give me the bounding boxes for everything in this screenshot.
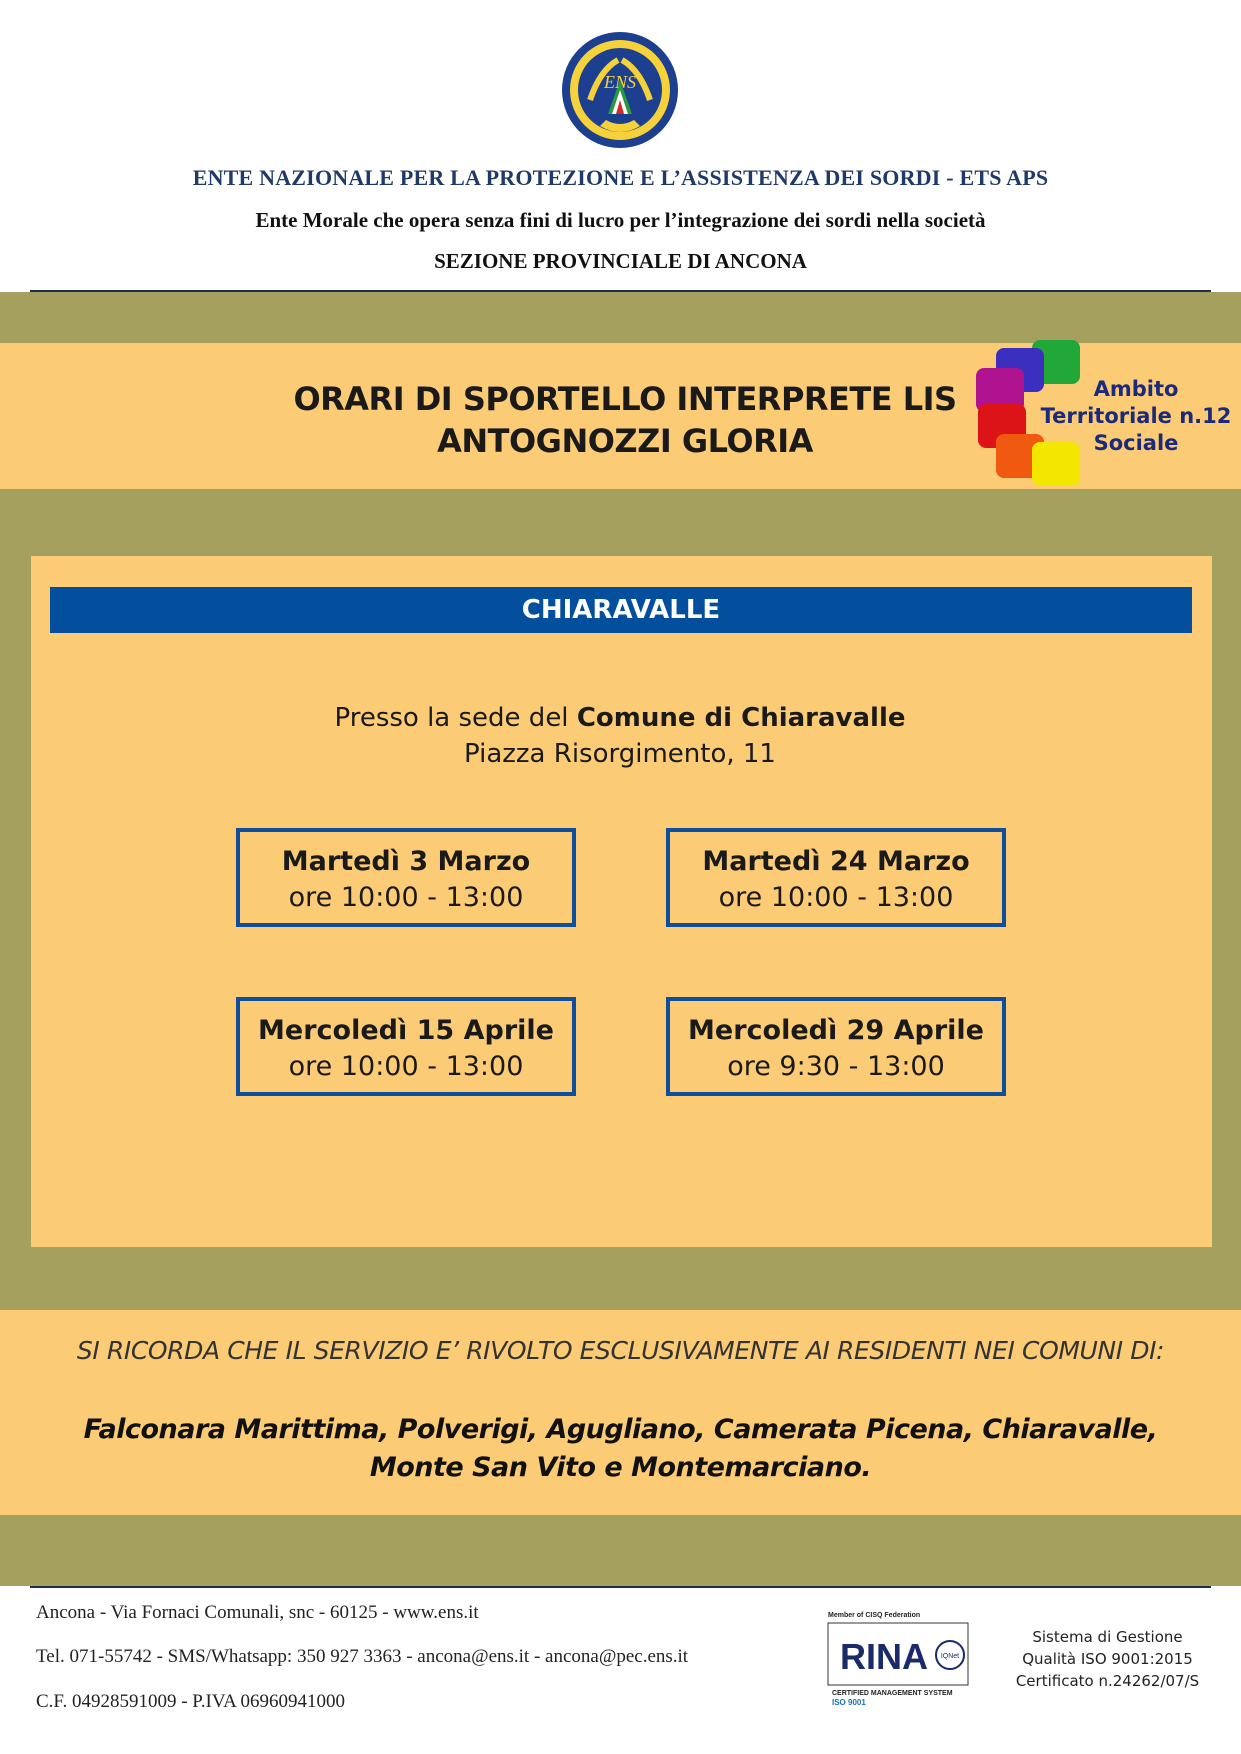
venue-info (200, 700, 1040, 772)
towns-line-1: Falconara Marittima, Polverigi, Agugliano, Camerata Picena, Chiaravalle, (83, 1414, 1158, 1445)
cert-line-1: Sistema di Gestione (1032, 1628, 1183, 1646)
ambito-line-3: Sociale (1093, 431, 1179, 455)
slot-day: Martedì 3 Marzo (281, 846, 531, 877)
venue-name: Comune di Chiaravalle (576, 703, 906, 733)
cert-line-3: Certificato n.24262/07/S (1015, 1672, 1200, 1690)
slot-hours: ore 10:00 - 13:00 (288, 882, 524, 913)
towns-line-2: Monte San Vito e Montemarciano. (369, 1452, 872, 1483)
org-name: ENTE NAZIONALE PER LA PROTEZIONE E L’ASSISTENZA DEI SORDI - ETS APS (192, 165, 1049, 190)
venue-address: Piazza Risorgimento, 11 (464, 739, 776, 769)
section-name: SEZIONE PROVINCIALE DI ANCONA (434, 249, 807, 273)
city-header: CHIARAVALLE (50, 587, 1192, 633)
rina-certification-logo (826, 1607, 976, 1707)
towns-list (80, 1411, 1161, 1487)
ambito-label (1036, 376, 1236, 457)
schedule-panel (31, 556, 1212, 1247)
page-title (200, 378, 1050, 462)
footer-contacts: Tel. 071-55742 - SMS/Whatsapp: 350 927 3363 - ancona@ens.it - ancona@pec.ens.it (36, 1646, 689, 1667)
rina-iso-label: ISO 9001 (832, 1698, 866, 1707)
quality-certificate (1000, 1626, 1215, 1692)
slot-box-4 (666, 997, 1006, 1096)
rina-member: Member of CISQ Federation (828, 1612, 921, 1619)
rina-wordmark: RINA (840, 1636, 928, 1677)
footer-fiscal: C.F. 04928591009 - P.IVA 06960941000 (36, 1691, 346, 1712)
ambito-line-1: Ambito (1093, 377, 1179, 401)
slot-day: Martedì 24 Marzo (702, 846, 970, 877)
logo-text: ENS (603, 72, 637, 92)
slot-day: Mercoledì 15 Aprile (258, 1015, 554, 1046)
ambito-line-2: Territoriale n.12 (1040, 404, 1232, 428)
footer-divider (30, 1586, 1211, 1588)
title-line-2: ANTOGNOZZI GLORIA (437, 422, 813, 460)
rina-cert-label: CERTIFIED MANAGEMENT SYSTEM (832, 1690, 953, 1697)
ens-logo (560, 30, 680, 150)
slot-hours: ore 9:30 - 13:00 (727, 1051, 945, 1082)
slot-hours: ore 10:00 - 13:00 (718, 882, 954, 913)
venue-line (200, 700, 1040, 736)
slot-box-2 (666, 828, 1006, 927)
iqnet-label: IQNet (940, 1653, 960, 1660)
footer-address: Ancona - Via Fornaci Comunali, snc - 60125 - www.ens.it (36, 1602, 479, 1623)
slot-box-1 (236, 828, 576, 927)
slot-box-3 (236, 997, 576, 1096)
title-line-1: ORARI DI SPORTELLO INTERPRETE LIS (293, 380, 957, 418)
slot-day: Mercoledì 29 Aprile (688, 1015, 984, 1046)
venue-prefix: Presso la sede del (334, 703, 577, 733)
cert-line-2: Qualità ISO 9001:2015 (1022, 1650, 1193, 1668)
slot-hours: ore 10:00 - 13:00 (288, 1051, 524, 1082)
notice-text: SI RICORDA CHE IL SERVIZIO E’ RIVOLTO ESCLUSIVAMENTE AI RESIDENTI NEI COMUNI DI: (76, 1336, 1165, 1365)
org-description: Ente Morale che opera senza fini di lucro per l’integrazione dei sordi nella società (255, 208, 986, 232)
